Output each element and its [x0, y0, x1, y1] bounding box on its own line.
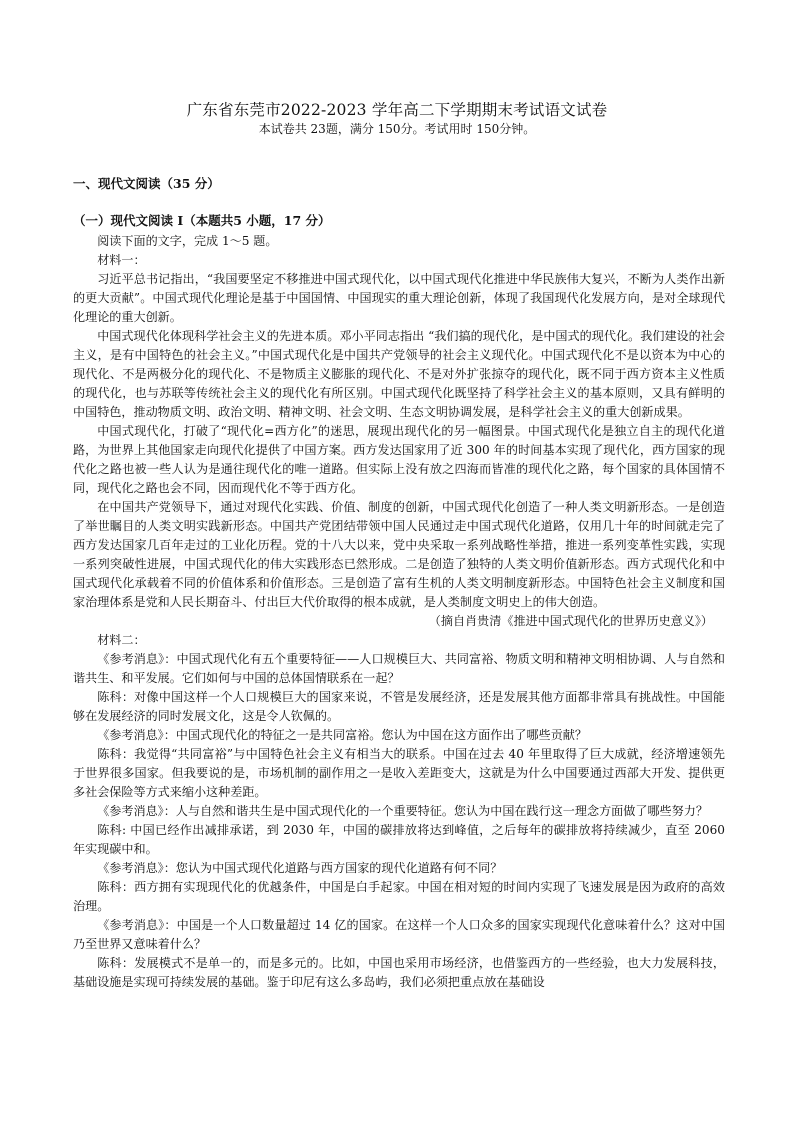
- interview-question: 《参考消息》：中国式现代化的特征之一是共同富裕。您认为中国在这方面作出了哪些贡献？: [97, 728, 587, 742]
- intro-text: 阅读下面的文字，完成 1～5 题。: [97, 234, 278, 248]
- material1-source: （摘自肖贵清《推进中国式现代化的世界历史意义》）: [428, 614, 713, 628]
- interview-answer: 陈科: 中国已经作出减排承诺，到 2030 年，中国的碳排放将达到峰值，之后每年的碳排放将持续减少，直至 2060 年实现碳中和。: [73, 823, 725, 856]
- interview-answer: 陈科：发展模式不是单一的，而是多元的。比如，中国也采用市场经济，也借鉴西方的一些经验，也大力发展科技，基础设施是实现可持续发展的基础。鉴于印尼有这么多岛屿，我们必须把重点放在基础设: [73, 956, 725, 989]
- exam-subtitle: 本试卷共 23题，满分 150分。考试用时 150分钟。: [258, 122, 536, 136]
- material2-label: 材料二：: [97, 633, 146, 647]
- interview-answer: 陈科：西方拥有实现现代化的优越条件，中国是白手起家。中国在相对短的时间内实现了飞速发展是因为政府的高效治理。: [73, 880, 725, 913]
- section-heading: 一、现代文阅读（35 分）: [73, 176, 220, 191]
- interview-question: 《参考消息》：您认为中国式现代化道路与西方国家的现代化道路有何不同？: [97, 861, 503, 875]
- reading-passage: [73, 232, 725, 992]
- interview-answer: 陈科：我觉得“共同富裕”与中国特色社会主义有相当大的联系。中国在过去 40 年里取得了巨大成就，经济增速领先于世界很多国家。但我要说的是，市场机制的副作用之一是收入差距变大，这就是为什么中国要通过西部大开发、提供更多社会保险等方式来缩小这种差距。: [73, 747, 725, 799]
- interview-answer: 陈科：对像中国这样一个人口规模巨大的国家来说，不管是发展经济，还是发展其他方面都非常具有挑战性。中国能够在发展经济的同时发展文化，这是令人钦佩的。: [73, 690, 725, 723]
- subsection-heading: （一）现代文阅读 I（本题共5 小题，17 分）: [73, 213, 331, 228]
- material1-paragraph: 中国式现代化，打破了“现代化=西方化”的迷思，展现出现代化的另一幅图景。中国式现代化是独立自主的现代化道路，为世界上其他国家走向现代化提供了中国方案。西方发达国家用了近 300 年的时间基本实现了现代化，西方国家的现代化之路也被一些人认为是通往现代化的唯一道路。但实际上没有放之四海而皆准的现代化之路，每个国家的具体国情不同，现代化之路也会不同，因而现代化不等于西方化。: [73, 424, 725, 495]
- interview-question: 《参考消息》：中国式现代化有五个重要特征——人口规模巨大、共同富裕、物质文明和精神文明相协调、人与自然和谐共生、和平发展。它们如何与中国的总体国情联系在一起？: [73, 652, 725, 685]
- material1-paragraph: 在中国共产党领导下，通过对现代化实践、价值、制度的创新，中国式现代化创造了一种人类文明新形态。一是创造了举世瞩目的人类文明实践新形态。中国共产党团结带领中国人民通过走中国式现代化道路，仅用几十年的时间就走完了西方发达国家几百年走过的工业化历程。党的十八大以来，党中央采取一系列战略性举措，推进一系列变革性实践，实现一系列突破性进展，中国式现代化的伟大实践形态已然形成。二是创造了独特的人类文明价值新形态。西方式现代化和中国式现代化承载着不同的价值体系和价值形态。三是创造了富有生机的人类文明制度新形态。中国特色社会主义制度和国家治理体系是党和人民长期奋斗、付出巨大代价取得的根本成就，是人类制度文明史上的伟大创造。: [73, 500, 725, 609]
- material1-paragraph: 中国式现代化体现科学社会主义的先进本质。邓小平同志指出 “我们搞的现代化，是中国式的现代化。我们建设的社会主义，是有中国特色的社会主义。”中国式现代化是中国共产党领导的社会主义现代化。中国式现代化不是以资本为中心的现代化、不是两极分化的现代化、不是物质主义膨胀的现代化、不是对外扩张掠夺的现代化，既不同于西方资本主义性质的现代化，也与苏联等传统社会主义的现代化有所区别。中国式现代化既坚持了科学社会主义的基本原则，又具有鲜明的中国特色，推动物质文明、政治文明、精神文明、社会文明、生态文明协调发展，是科学社会主义的重大创新成果。: [73, 329, 725, 419]
- material1-label: 材料一：: [97, 253, 146, 267]
- interview-question: 《参考消息》：人与自然和谐共生是中国式现代化的一个重要特征。您认为中国在践行这一理念方面做了哪些努力？: [97, 804, 708, 818]
- exam-title: 广东省东莞市2022-2023 学年高二下学期期末考试语文试卷: [186, 101, 608, 119]
- interview-question: 《参考消息》：中国是一个人口数量超过 14 亿的国家。在这样一个人口众多的国家实现现代化意味着什么？这对中国乃至世界又意味着什么？: [73, 918, 725, 951]
- material1-paragraph: 习近平总书记指出，“我国要坚定不移推进中国式现代化，以中国式现代化推进中华民族伟大复兴，不断为人类作出新的更大贡献”。中国式现代化理论是基于中国国情、中国现实的重大理论创新，体现了我国现代化发展方向，是对全球现代化理论的重大创新。: [73, 272, 725, 324]
